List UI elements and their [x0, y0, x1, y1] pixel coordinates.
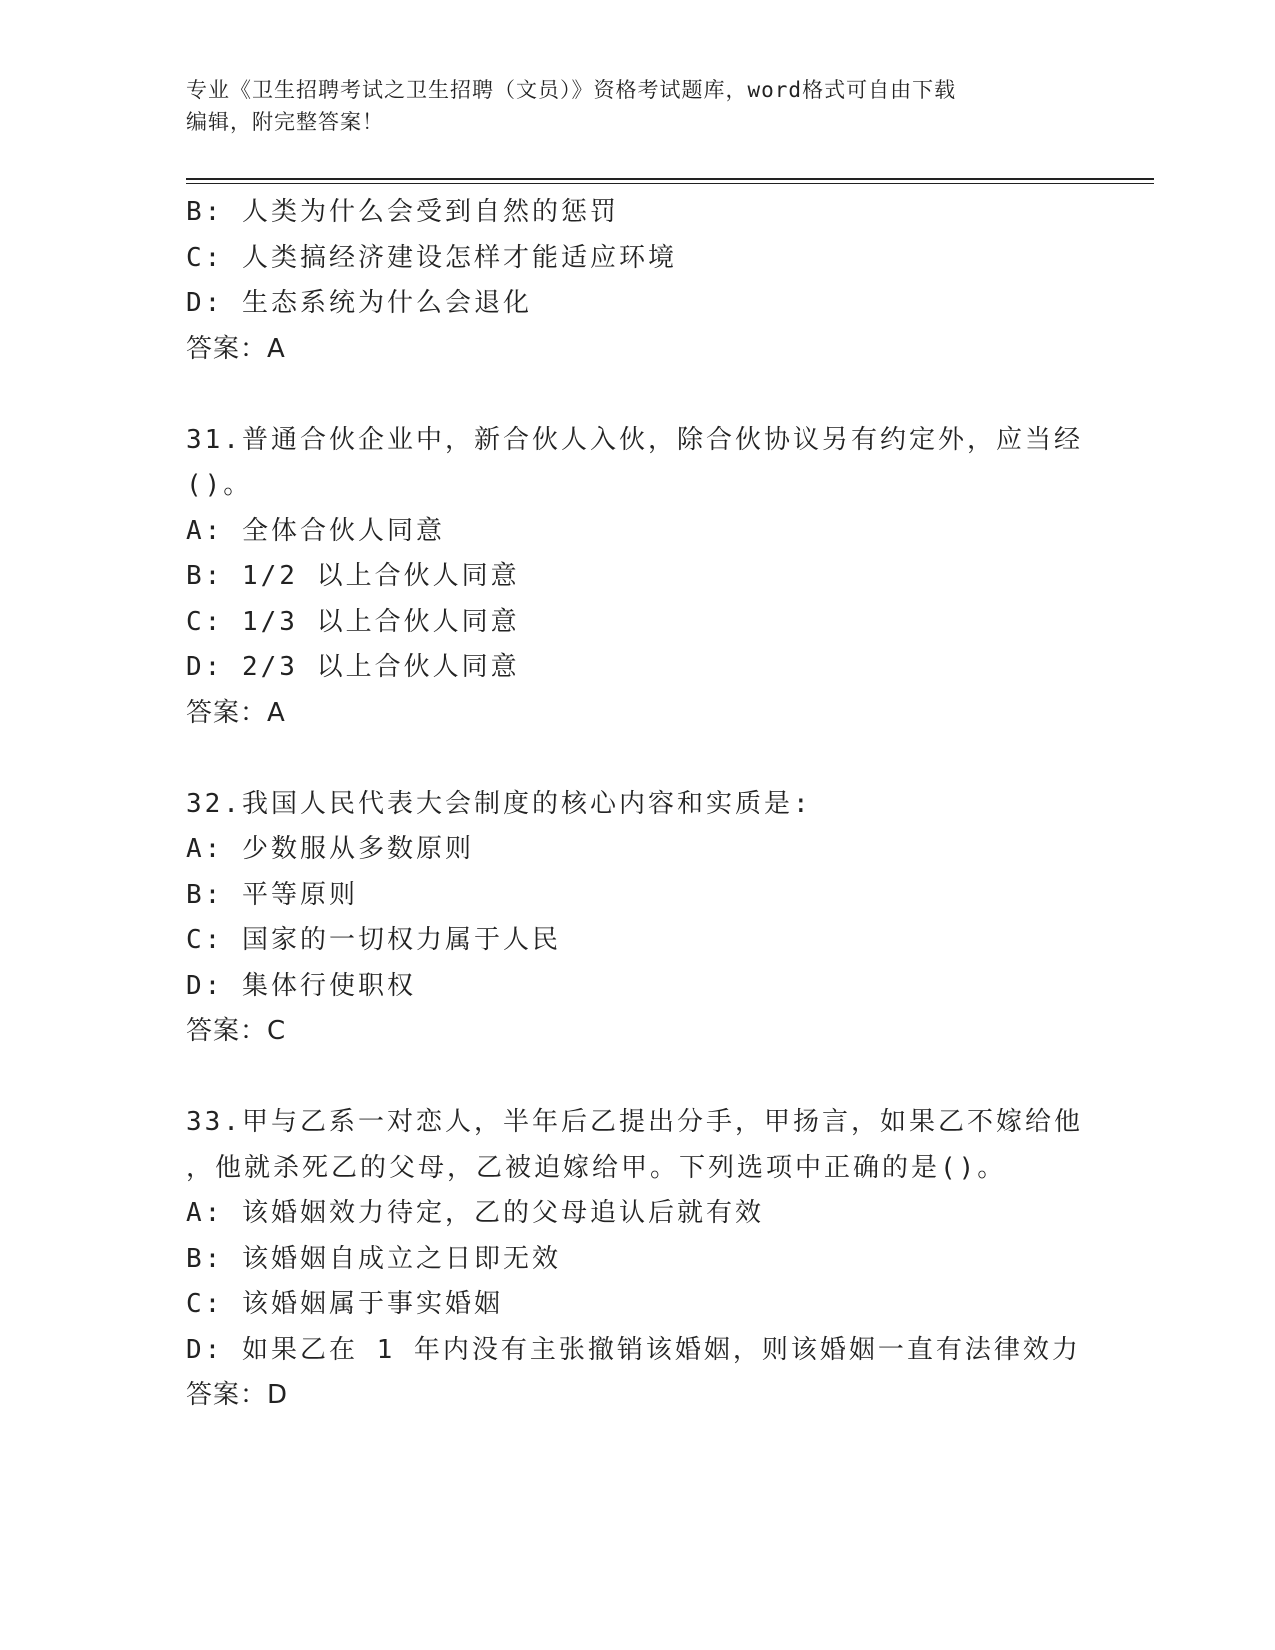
- answer: 答案：C: [186, 1016, 287, 1046]
- option-d: D: 如果乙在 1 年内没有主张撤销该婚姻，则该婚姻一直有法律效力: [186, 1334, 1081, 1365]
- option-a: A: 全体合伙人同意: [186, 515, 445, 546]
- header-divider-thick: [186, 178, 1154, 180]
- option-b: B: 人类为什么会受到自然的惩罚: [186, 197, 619, 227]
- option-a: A: 少数服从多数原则: [186, 834, 474, 864]
- header-line-2: 编辑，附完整答案！: [186, 110, 384, 134]
- question-list: [186, 190, 1086, 1419]
- header-divider-thin: [186, 183, 1154, 184]
- question-32: [186, 782, 1086, 1055]
- spacer: [186, 372, 1086, 418]
- question-stem: 31.普通合伙企业中，新合伙人入伙，除合伙协议另有约定外，应当经: [186, 424, 1083, 455]
- document-header: [186, 74, 1086, 138]
- option-d: D: 2/3 以上合伙人同意: [186, 652, 520, 682]
- spacer: [186, 736, 1086, 782]
- question-stem-continued: ，他就杀死乙的父母，乙被迫嫁给甲。下列选项中正确的是()。: [186, 1152, 1007, 1183]
- question-stem: 33.甲与乙系一对恋人，半年后乙提出分手，甲扬言，如果乙不嫁给他: [186, 1107, 1083, 1137]
- option-d: D: 集体行使职权: [186, 970, 416, 1001]
- option-d: D: 生态系统为什么会退化: [186, 288, 532, 318]
- question-30-tail: [186, 190, 1086, 372]
- option-c: C: 人类搞经济建设怎样才能适应环境: [186, 242, 677, 273]
- option-a: A: 该婚姻效力待定，乙的父母追认后就有效: [186, 1198, 764, 1228]
- option-b: B: 该婚姻自成立之日即无效: [186, 1243, 561, 1274]
- option-c: C: 该婚姻属于事实婚姻: [186, 1289, 503, 1319]
- option-c: C: 国家的一切权力属于人民: [186, 925, 561, 955]
- question-33: [186, 1100, 1086, 1419]
- spacer: [186, 1055, 1086, 1101]
- answer: 答案：A: [186, 697, 286, 728]
- answer: 答案：D: [186, 1380, 289, 1410]
- question-stem-continued: ()。: [186, 470, 253, 500]
- question-stem: 32.我国人民代表大会制度的核心内容和实质是:: [186, 788, 812, 819]
- option-c: C: 1/3 以上合伙人同意: [186, 606, 520, 637]
- header-line-1: 专业《卫生招聘考试之卫生招聘（文员）》资格考试题库，word格式可自由下载: [186, 78, 957, 102]
- option-b: B: 1/2 以上合伙人同意: [186, 561, 520, 591]
- option-b: B: 平等原则: [186, 879, 358, 910]
- answer: 答案：A: [186, 333, 286, 364]
- question-31: [186, 418, 1086, 737]
